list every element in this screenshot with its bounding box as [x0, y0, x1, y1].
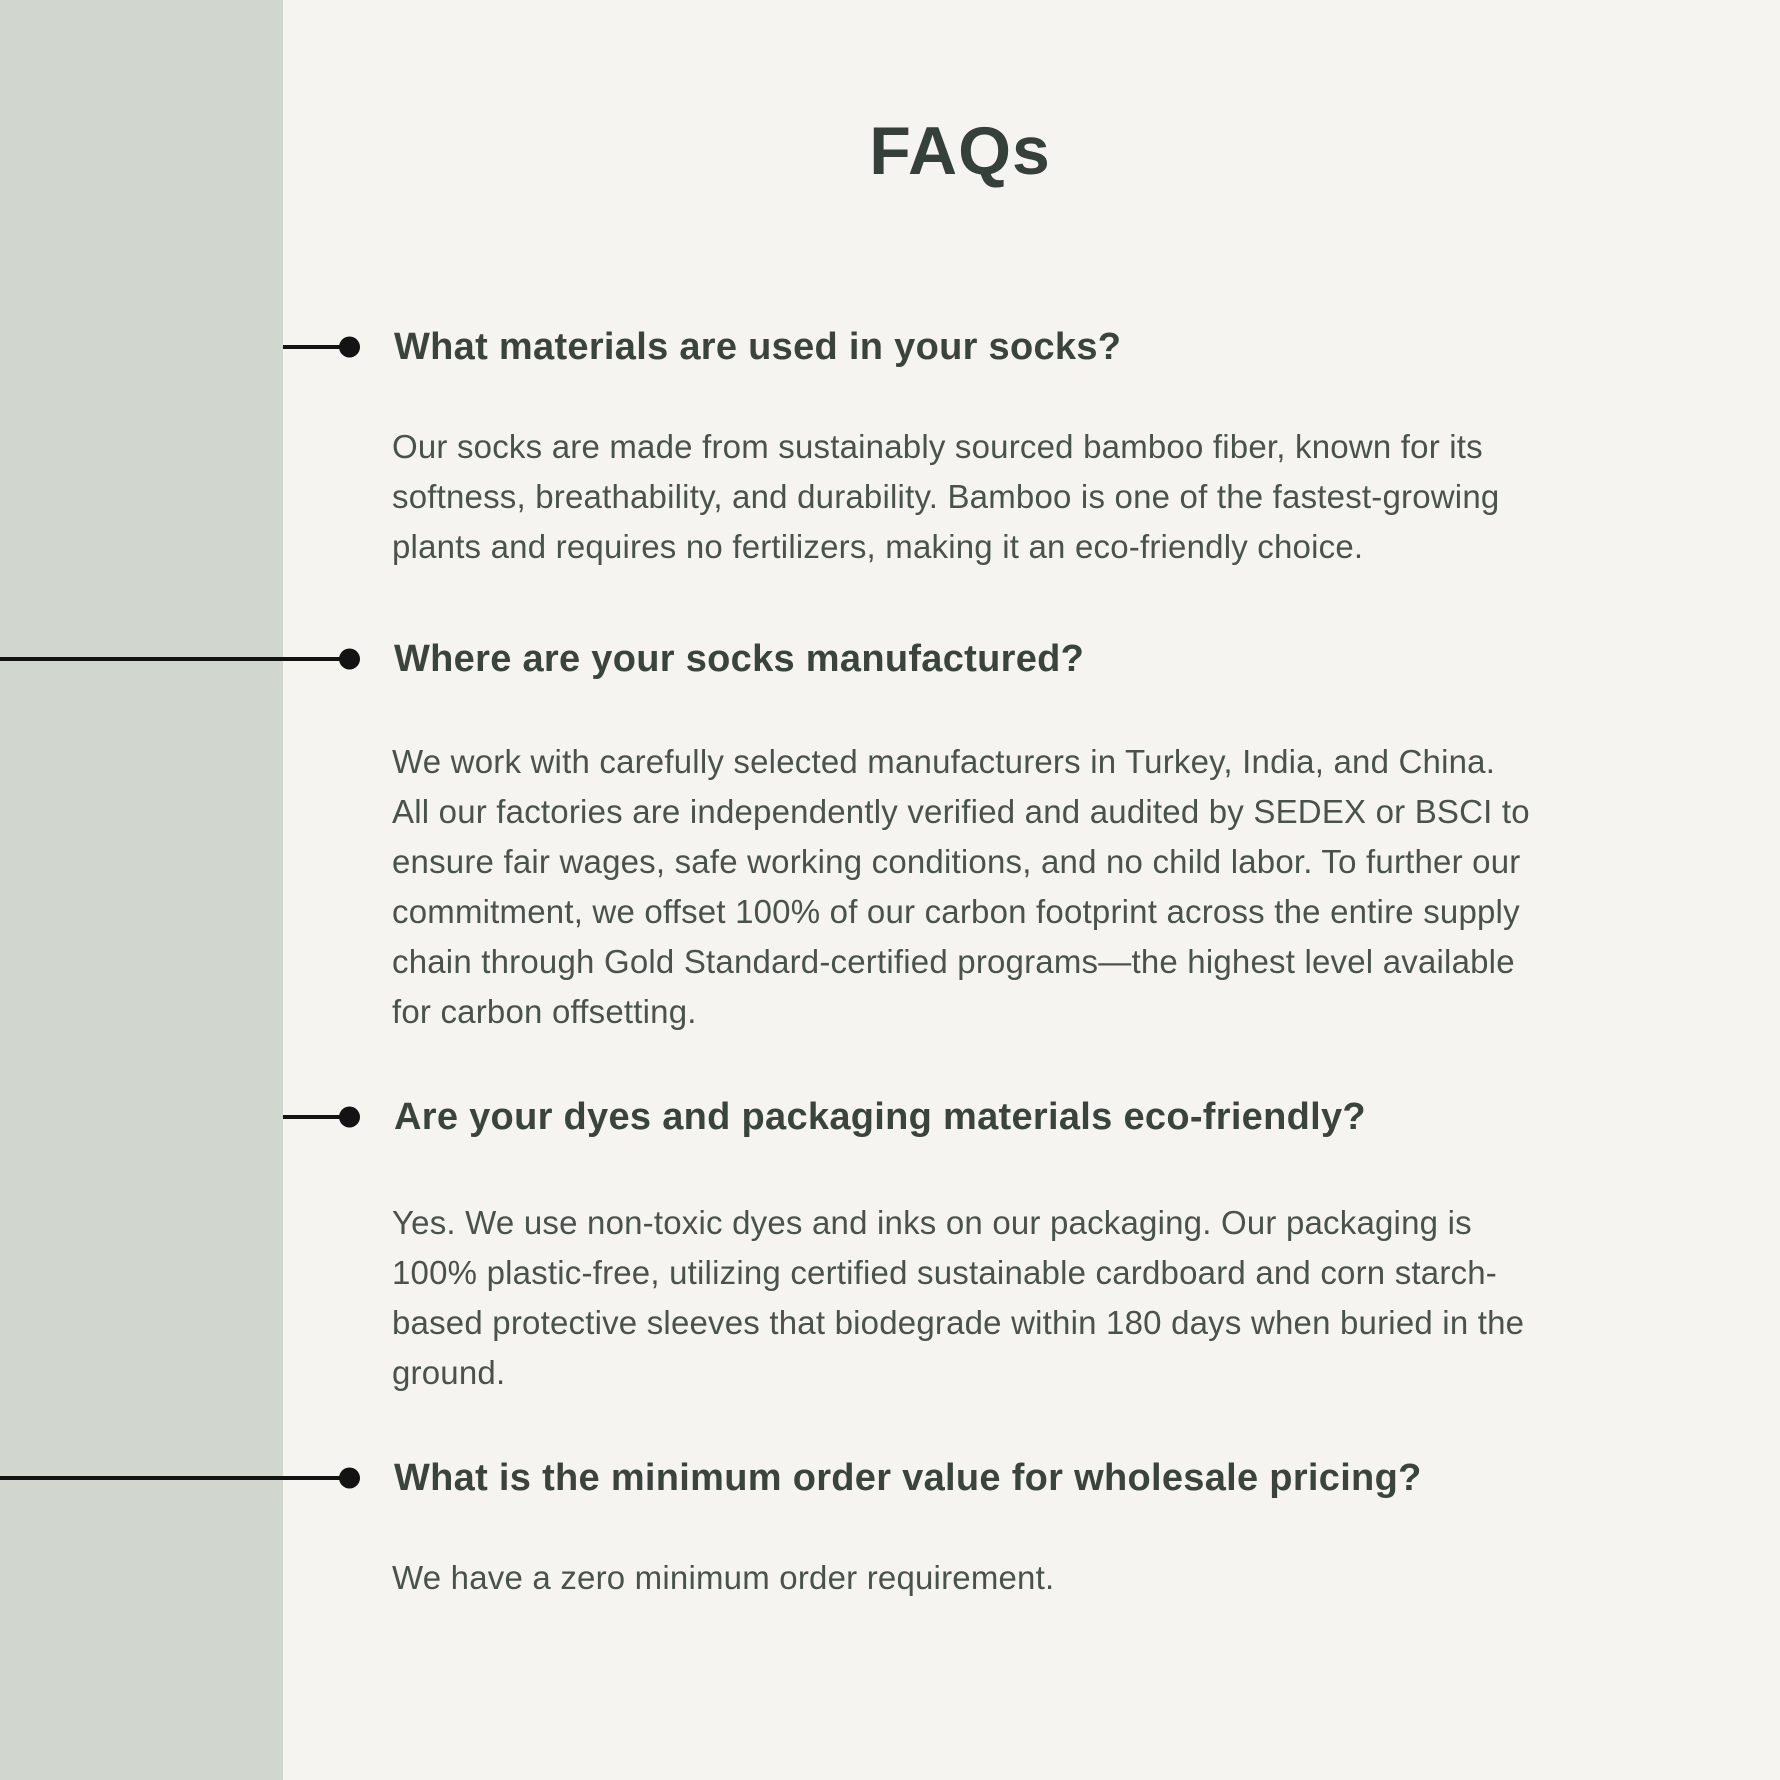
faq-answer-2: We work with carefully selected manufacturers in Turkey, India, and China. All our factories are independently verified and audited by SEDEX or BSCI to ensure fair wages, safe working conditions, and no child labor. To further our commitment, we offset 100% of our carbon footprint across the entire supply chain through Gold Standard-certified programs—the highest level available for carbon offsetting. [392, 743, 1530, 1030]
faq-answer-4: We have a zero minimum order requirement. [392, 1559, 1055, 1596]
faq-answer-1: Our socks are made from sustainably sourced bamboo fiber, known for its softness, breathability, and durability. Bamboo is one of the fastest-growing plants and requires no fertilizers, making it an eco-friendly choice. [392, 428, 1500, 565]
faq-question-2: Where are your socks manufactured? [394, 638, 1085, 680]
faq-question-3: Are your dyes and packaging materials eco-friendly? [394, 1096, 1366, 1138]
question-connector-line [283, 345, 350, 349]
bullet-dot-icon [339, 337, 360, 358]
bullet-dot-icon [339, 1107, 360, 1128]
faq-answer-3: Yes. We use non-toxic dyes and inks on our packaging. Our packaging is 100% plastic-free, utilizing certified sustainable cardboard and corn starch-based protective sleeves that biodegrade within 180 days when buried in the ground. [392, 1204, 1525, 1391]
question-connector-line [283, 1115, 350, 1119]
faq-question-4: What is the minimum order value for wholesale pricing? [394, 1457, 1422, 1499]
sidebar-accent-panel [0, 0, 283, 1780]
faq-question-1: What materials are used in your socks? [394, 326, 1122, 368]
page-title: FAQs [869, 113, 1051, 189]
bullet-dot-icon [339, 1468, 360, 1489]
question-connector-line [0, 657, 350, 661]
bullet-dot-icon [339, 649, 360, 670]
question-connector-line [0, 1476, 350, 1480]
